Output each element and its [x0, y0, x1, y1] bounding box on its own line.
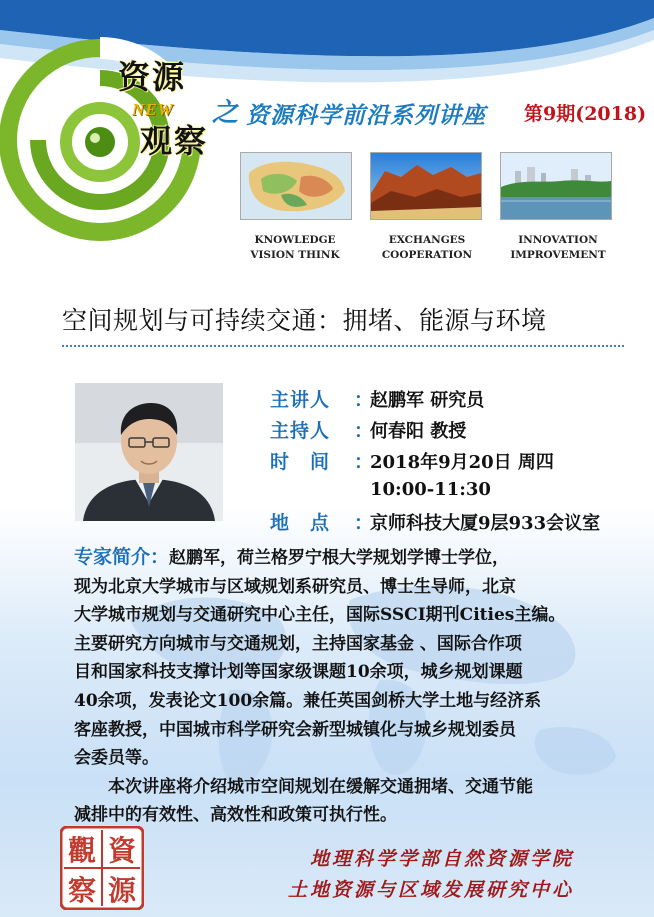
- bio-text: 赵鹏军，荷兰格罗宁根大学规划学博士学位，: [169, 548, 510, 568]
- bio-line: 客座教授，中国城市科学研究会新型城镇化与城乡规划委员: [74, 719, 516, 740]
- stamp-char: 源: [107, 874, 137, 907]
- bio-label: 专家简介：: [74, 546, 170, 568]
- place-colon: ：: [354, 512, 374, 534]
- issue-label: 第9期(2018): [524, 103, 647, 125]
- expert-bio: [74, 543, 634, 830]
- bio-line: 40余项，发表论文100余篇。兼任英国剑桥大学土地与经济系: [74, 690, 542, 711]
- bio-line: 大学城市规划与交通研究中心主任，国际SSCI期刊Cities主编。: [74, 605, 566, 626]
- series-title: 资源科学前沿系列讲座: [246, 102, 486, 129]
- map-photo: [240, 152, 352, 220]
- header-zhi: 之: [212, 98, 239, 128]
- bio-line: 主要研究方向城市与交通规划，主持国家基金 、国际合作项: [74, 633, 522, 654]
- logo-text-new: NEW: [132, 100, 174, 119]
- photo-caption-1: KNOWLEDGE VISION THINK: [250, 234, 340, 261]
- lecture-description: 减排中的有效性、高效性和政策可执行性。: [74, 805, 397, 826]
- speaker-value: 赵鹏军 研究员: [370, 390, 485, 411]
- speaker-colon: ：: [354, 389, 374, 411]
- host-label: 主持人: [270, 420, 331, 442]
- seal-stamp-icon: [60, 826, 144, 910]
- speaker-portrait: [75, 383, 223, 521]
- time-colon: ：: [354, 451, 374, 473]
- photo-caption-3: INNOVATION IMPROVEMENT: [510, 234, 606, 261]
- host-value: 何春阳 教授: [370, 421, 467, 442]
- logo-text-ziyuan: 资源: [118, 58, 187, 96]
- date-value: 2018年9月20日 周四: [370, 452, 554, 473]
- time-value: 10:00-11:30: [370, 479, 491, 500]
- time-label: 时 间: [270, 451, 331, 473]
- lecture-title: 空间规划与可持续交通：拥堵、能源与环境: [62, 306, 547, 335]
- title-divider: [62, 345, 624, 347]
- stamp-char: 資: [107, 834, 137, 867]
- lake-city-photo: [500, 152, 612, 220]
- speaker-label: 主讲人: [270, 389, 331, 411]
- logo-text-guancha: 观察: [140, 122, 209, 160]
- lecture-description: 本次讲座将介绍城市空间规划在缓解交通拥堵、交通节能: [74, 776, 533, 797]
- organizer-center: 土地资源与区域发展研究中心: [288, 879, 575, 901]
- stamp-char: 察: [67, 874, 97, 907]
- bio-line: 会委员等。: [74, 748, 159, 769]
- canyon-photo: [370, 152, 482, 220]
- place-value: 京师科技大厦9层933会议室: [370, 513, 601, 534]
- host-colon: ：: [354, 420, 374, 442]
- photo-caption-2: EXCHANGES COOPERATION: [381, 234, 473, 261]
- bio-line: [74, 543, 634, 573]
- organizer-faculty: 地理科学学部自然资源学院: [310, 848, 575, 870]
- bio-line: 现为北京大学城市与区域规划系研究员、博士生导师，北京: [74, 576, 516, 597]
- stamp-char: 觀: [67, 834, 97, 867]
- place-label: 地 点: [270, 512, 331, 534]
- bio-line: 目和国家科技支撑计划等国家级课题10余项，城乡规划课题: [74, 662, 523, 683]
